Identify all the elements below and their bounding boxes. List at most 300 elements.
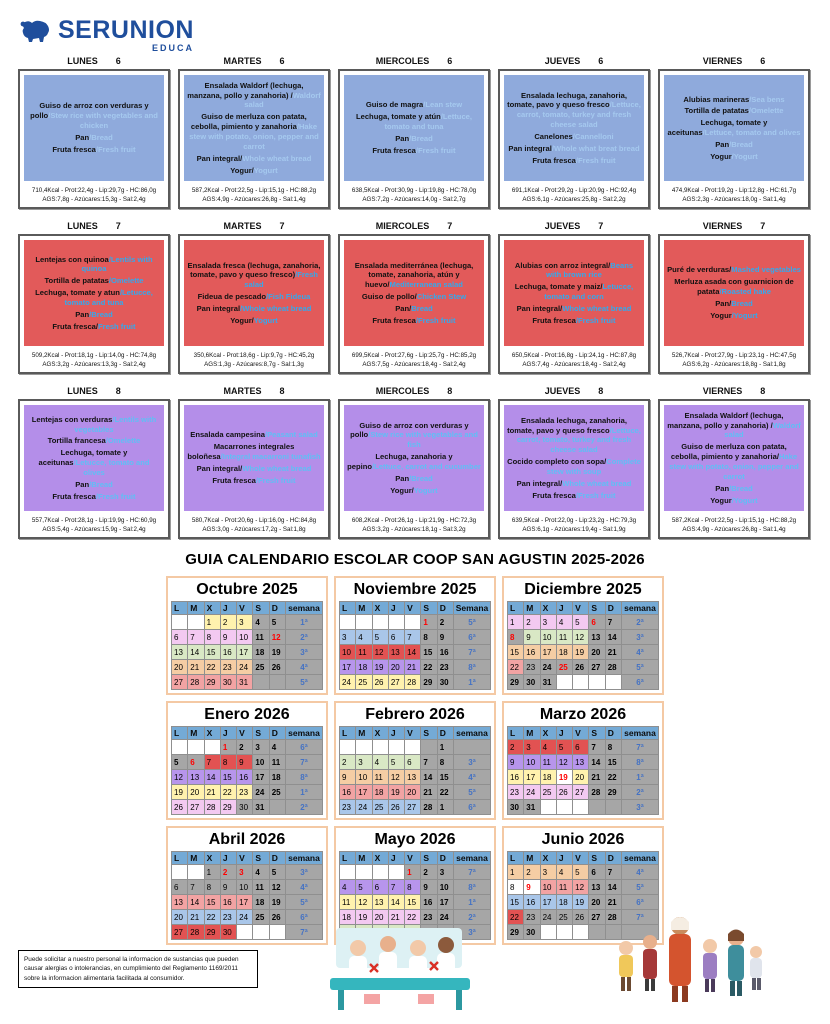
day-label: MIERCOLES	[375, 386, 430, 396]
day-cell	[172, 865, 188, 880]
day-label: JUEVES	[544, 221, 581, 231]
menu-day-column	[178, 386, 330, 539]
day-cell: 13	[405, 770, 421, 785]
menu-card-body	[184, 240, 324, 346]
day-cell: 9	[421, 880, 437, 895]
menu-item-spanish: Ensalada lechuga, zanahoria, tomate, pavo y queso fresco	[507, 415, 627, 435]
month-title: Febrero 2026	[365, 706, 465, 723]
day-cell: 14	[605, 880, 621, 895]
nutrition-facts: 699,5Kcal - Prot:27,6g - Lip:25,7g - HC:85,2g AGS:7,5g - Azúcares:18,4g - Sal:2,4g	[351, 352, 477, 368]
menu-item-english: /Fish Fideua	[266, 292, 311, 302]
week-number-cell: 6ª	[622, 675, 659, 690]
week-number: 8	[447, 386, 453, 396]
menu-item	[347, 421, 481, 451]
day-cell: 27	[573, 785, 589, 800]
day-cell: 16	[220, 645, 236, 660]
day-cell: 9	[237, 755, 253, 770]
day-cell: 20	[573, 770, 589, 785]
month-title: Junio 2026	[541, 831, 625, 848]
weekday-header: X	[204, 852, 220, 865]
menu-item-spanish: Yogur/	[230, 315, 254, 325]
week-number-cell: 5ª	[286, 675, 323, 690]
menu-item-spanish: Fruta fresca	[212, 475, 256, 485]
menu-item-english: /Lentils with quinoa	[81, 254, 153, 274]
calendar-week-row	[172, 925, 323, 940]
weekday-header: X	[540, 852, 556, 865]
day-cell: 15	[605, 755, 621, 770]
weekday-header: S	[421, 727, 437, 740]
day-cell: 27	[188, 800, 204, 815]
day-cell: 28	[421, 800, 437, 815]
menu-item-spanish: Fruta fresca	[532, 315, 576, 325]
menu-item	[27, 492, 161, 502]
day-cell: 31	[540, 675, 556, 690]
day-cell: 3	[437, 865, 453, 880]
nutrition-facts: 587,2Kcal - Prot:22,5g - Lip:15,1g - HC:88,2g AGS:4,9g - Azúcares:26,8g - Sal:1,4g	[191, 187, 317, 203]
day-label: JUEVES	[544, 386, 581, 396]
day-cell: 26	[573, 910, 589, 925]
menu-item-english: Yogurt	[253, 165, 278, 175]
day-cell: 14	[405, 645, 421, 660]
menu-item-spanish: Pan integral	[508, 143, 552, 153]
nutrition-facts: 638,5Kcal - Prot:30,9g - Lip:19,8g - HC:78,0g AGS:7,2g - Azúcares:14,0g - Sal:2,7g	[351, 187, 477, 203]
menu-item-spanish: Fruta fresca	[372, 145, 416, 155]
calendar-week-row	[340, 785, 491, 800]
menu-item	[347, 474, 481, 484]
menu-item	[507, 282, 641, 302]
logo-name: SERUNION	[58, 16, 194, 44]
menu-item	[27, 255, 161, 275]
weekday-header: L	[508, 602, 524, 615]
menu-item-english: Whole wheat bread	[242, 464, 312, 474]
week-number-cell: 6ª	[622, 895, 659, 910]
day-cell: 31	[253, 800, 269, 815]
day-cell	[269, 675, 285, 690]
day-cell: 29	[204, 675, 220, 690]
menu-day-header	[18, 386, 170, 396]
day-cell: 22	[204, 910, 220, 925]
menu-card	[658, 399, 810, 539]
weekday-header: M	[524, 852, 540, 865]
weekday-header: J	[388, 602, 404, 615]
day-label: JUEVES	[544, 56, 581, 66]
weekday-header: V	[405, 727, 421, 740]
calendar-week-row	[172, 770, 323, 785]
menu-item-english: /Omelette	[748, 106, 784, 116]
day-cell: 11	[372, 770, 388, 785]
day-cell	[340, 865, 356, 880]
month-calendar	[166, 826, 328, 945]
calendar-week-row	[340, 800, 491, 815]
day-cell: 1	[220, 740, 236, 755]
month-table	[507, 601, 659, 690]
day-cell: 5	[172, 755, 188, 770]
menu-card	[658, 69, 810, 209]
menu-card	[178, 399, 330, 539]
day-cell: 16	[340, 785, 356, 800]
day-cell: 7	[188, 880, 204, 895]
day-cell	[372, 740, 388, 755]
day-cell: 13	[172, 895, 188, 910]
day-cell: 12	[388, 770, 404, 785]
weekday-header: J	[220, 852, 236, 865]
day-cell: 14	[188, 895, 204, 910]
day-cell: 5	[356, 880, 372, 895]
menu-day-header	[658, 56, 810, 66]
week-number: 6	[447, 56, 453, 66]
menu-day-header	[338, 386, 490, 396]
day-cell: 6	[405, 755, 421, 770]
day-cell: 23	[237, 785, 253, 800]
day-cell: 18	[540, 770, 556, 785]
day-cell: 10	[540, 630, 556, 645]
day-cell: 4	[556, 865, 572, 880]
week-number-cell: 5ª	[286, 895, 323, 910]
weekday-header: D	[269, 602, 285, 615]
menu-item-english: Bread	[411, 304, 433, 313]
week-number: 8	[760, 386, 766, 396]
menu-item-english: /Lettuce, carrot and cucumber	[372, 462, 481, 472]
menu-item-spanish: Fruta fresca	[372, 315, 416, 325]
menu-day-header	[18, 221, 170, 231]
day-cell: 5	[372, 630, 388, 645]
day-cell: 31	[237, 675, 253, 690]
menu-item-english: /Bread	[89, 133, 113, 143]
day-cell: 10	[540, 880, 556, 895]
month-table	[171, 851, 323, 940]
day-cell: 8	[204, 630, 220, 645]
menu-item-spanish: Fruta fresca	[532, 155, 576, 165]
menu-item-spanish: Ensalada campesina	[190, 430, 265, 440]
week-column-header: Semana	[454, 602, 491, 615]
day-cell: 30	[524, 925, 540, 940]
day-label: MARTES	[223, 221, 262, 231]
menu-item	[27, 288, 161, 308]
menu-item-english: /Fresh fruit	[415, 145, 456, 155]
menu-card	[498, 399, 650, 539]
calendar-week-row	[340, 630, 491, 645]
menu-item	[347, 146, 481, 156]
menu-card	[338, 69, 490, 209]
day-cell: 2	[421, 865, 437, 880]
menu-item	[347, 486, 481, 496]
day-cell: 28	[605, 660, 621, 675]
day-cell: 11	[540, 755, 556, 770]
day-cell: 23	[508, 785, 524, 800]
day-cell: 10	[356, 770, 372, 785]
menu-item-spanish: Tortilla francesa	[47, 436, 106, 446]
nutrition-facts: 639,5Kcal - Prot:22,0g - Lip:23,2g - HC:79,3g AGS:6,1g - Azúcares:19,4g - Sal:1,9g	[511, 517, 637, 533]
day-cell: 27	[172, 675, 188, 690]
menu-item-english: /Lentils with vegetables	[74, 414, 157, 434]
day-cell: 11	[356, 645, 372, 660]
menu-item-english: /Roasted hake	[719, 287, 771, 297]
menu-item-english: Complete stew with soup	[546, 457, 641, 476]
day-cell: 9	[524, 880, 540, 895]
menu-item-english: /Fresh fruit	[255, 475, 296, 485]
weekday-header-row	[508, 602, 659, 615]
weekday-header-row	[172, 852, 323, 865]
day-cell: 22	[421, 660, 437, 675]
menu-item	[667, 118, 801, 138]
menu-item-english: /Lettuce, tomato and olives	[702, 128, 801, 138]
day-cell: 28	[589, 785, 605, 800]
week-number-cell: 4ª	[622, 865, 659, 880]
menu-item-spanish: Pan	[75, 133, 90, 143]
day-cell: 24	[437, 910, 453, 925]
menu-item	[507, 91, 641, 130]
menu-item-spanish: Pan integral/	[196, 464, 243, 474]
day-cell: 3	[237, 865, 253, 880]
day-cell: 18	[556, 895, 572, 910]
weekday-header: M	[524, 727, 540, 740]
menu-item-english: Beans with brown rice	[546, 260, 634, 280]
menu-card-body	[504, 75, 644, 181]
day-cell: 4	[340, 880, 356, 895]
weekday-header: L	[172, 602, 188, 615]
day-cell: 10	[253, 755, 269, 770]
weekday-header: V	[405, 602, 421, 615]
week-number-cell: 8ª	[454, 880, 491, 895]
day-cell: 19	[372, 660, 388, 675]
day-cell: 29	[421, 675, 437, 690]
day-cell: 21	[421, 785, 437, 800]
week-number-cell: 4ª	[454, 770, 491, 785]
month-title: Enero 2026	[204, 706, 290, 723]
week-number: 8	[279, 386, 285, 396]
month-calendar	[334, 701, 496, 820]
day-cell	[188, 865, 204, 880]
week-column-header: semana	[286, 602, 323, 615]
day-cell	[388, 740, 404, 755]
day-cell: 22	[605, 770, 621, 785]
day-cell: 15	[204, 895, 220, 910]
menu-card	[178, 234, 330, 374]
day-cell: 11	[556, 630, 572, 645]
day-cell: 3	[356, 755, 372, 770]
week-column-header: semana	[286, 727, 323, 740]
calendar-week-row	[508, 755, 659, 770]
calendar-week-row	[172, 630, 323, 645]
day-cell: 2	[508, 740, 524, 755]
week-column-header: semana	[454, 727, 491, 740]
day-label: LUNES	[67, 221, 98, 231]
week-number-cell: 1ª	[286, 615, 323, 630]
menu-item-english: /Fresh fruit	[95, 144, 136, 154]
day-label: VIERNES	[702, 56, 743, 66]
month-title: Diciembre 2025	[524, 581, 642, 598]
day-cell: 26	[372, 675, 388, 690]
day-cell: 19	[573, 645, 589, 660]
menu-item	[27, 480, 161, 490]
day-label: VIERNES	[702, 221, 743, 231]
day-cell: 28	[188, 675, 204, 690]
nutrition-facts: 587,2Kcal - Prot:22,5g - Lip:15,1g - HC:88,2g AGS:4,9g - Azúcares:26,8g - Sal:1,4g	[671, 517, 797, 533]
day-cell: 9	[437, 630, 453, 645]
menu-day-header	[658, 386, 810, 396]
day-cell: 3	[524, 740, 540, 755]
day-cell: 20	[188, 785, 204, 800]
day-cell: 9	[220, 880, 236, 895]
day-cell	[253, 675, 269, 690]
day-cell: 17	[540, 645, 556, 660]
day-cell	[605, 800, 621, 815]
menu-item	[667, 140, 801, 150]
week-number: 6	[598, 56, 604, 66]
day-cell: 11	[253, 880, 269, 895]
menu-item	[27, 310, 161, 320]
day-cell: 24	[524, 785, 540, 800]
menu-item-english: /Whole what breat bread	[551, 143, 640, 153]
weekday-header: L	[508, 727, 524, 740]
menu-week-row	[18, 386, 812, 539]
day-cell: 10	[524, 755, 540, 770]
menu-day-header	[658, 221, 810, 231]
day-cell	[573, 925, 589, 940]
menu-item	[347, 100, 481, 110]
weekday-header: V	[237, 602, 253, 615]
menu-item-english: /Fresh fruit	[575, 490, 616, 500]
weekday-header: X	[204, 602, 220, 615]
menu-item-spanish: Fruta fresca	[52, 491, 96, 501]
day-cell	[573, 800, 589, 815]
menu-item	[507, 261, 641, 281]
menu-item-english: Bread	[731, 299, 753, 309]
day-cell: 15	[508, 645, 524, 660]
day-cell: 17	[540, 895, 556, 910]
day-label: LUNES	[67, 56, 98, 66]
day-cell: 17	[237, 895, 253, 910]
menu-card	[498, 234, 650, 374]
menu-item-english: /Hake stew with potato, onion, pepper and carrot	[189, 122, 319, 151]
day-cell: 24	[237, 910, 253, 925]
menu-item-spanish: Macarrones integrales boloñesa	[187, 442, 295, 462]
week-number: 6	[115, 56, 121, 66]
week-number-cell: 7ª	[622, 910, 659, 925]
nutrition-facts: 509,2Kcal - Prot:18,1g - Lip:14,0g - HC:74,8g AGS:3,2g - Azúcares:13,3g - Sal:2,4g	[31, 352, 157, 368]
day-cell: 24	[540, 910, 556, 925]
day-cell: 5	[556, 740, 572, 755]
day-cell: 21	[188, 660, 204, 675]
menu-item-english: /Letucce, tomato and olives	[73, 458, 150, 477]
menu-item-spanish: Lechuga, tomate y aceitunas	[667, 118, 768, 138]
menu-item-english: Whole wheat bread	[562, 478, 632, 488]
day-cell: 19	[573, 895, 589, 910]
day-cell: 8	[421, 630, 437, 645]
menu-item	[347, 261, 481, 291]
day-cell: 27	[405, 800, 421, 815]
week-number-cell: 2ª	[622, 785, 659, 800]
menu-item-english: /Omelette	[108, 276, 144, 286]
menu-item	[347, 452, 481, 472]
weekday-header: X	[372, 727, 388, 740]
day-cell	[589, 925, 605, 940]
menu-item	[187, 166, 321, 176]
day-cell: 16	[421, 895, 437, 910]
week-number-cell: 6ª	[286, 740, 323, 755]
day-cell: 14	[204, 770, 220, 785]
week-number-cell: 2ª	[286, 800, 323, 815]
menu-day-column	[498, 221, 650, 374]
weekday-header: J	[556, 602, 572, 615]
menu-item-spanish: Tortilla de patatas	[684, 106, 749, 116]
calendar-week-row	[340, 740, 491, 755]
day-cell: 21	[589, 770, 605, 785]
day-cell: 24	[540, 660, 556, 675]
menu-item-english: Whole wheat bread	[562, 304, 632, 313]
day-cell: 4	[372, 755, 388, 770]
calendar-week-row	[340, 645, 491, 660]
day-cell: 5	[269, 865, 285, 880]
menu-day-header	[498, 221, 650, 231]
day-cell: 12	[172, 770, 188, 785]
menu-item-english: Yogurt	[413, 485, 438, 495]
week-number-cell: 8ª	[454, 660, 491, 675]
day-cell: 3	[237, 615, 253, 630]
month-title: Abril 2026	[208, 831, 286, 848]
menu-card	[18, 399, 170, 539]
day-cell: 3	[340, 630, 356, 645]
menu-item	[667, 95, 801, 105]
menu-card-body	[184, 405, 324, 511]
day-cell: 6	[172, 880, 188, 895]
menu-item-spanish: Alubias marineras	[683, 94, 750, 104]
nutrition-facts: 650,5Kcal - Prot:16,8g - Lip:24,1g - HC:87,8g AGS:7,4g - Azúcares:18,4g - Sal:2,4g	[511, 352, 637, 368]
family-group-illustration	[612, 908, 762, 1016]
week-column-header: semana	[622, 602, 659, 615]
day-cell	[405, 740, 421, 755]
menu-item-english: /Bread	[89, 309, 113, 319]
weekday-header-row	[340, 602, 491, 615]
menu-item	[27, 436, 161, 446]
calendar-week-row	[172, 880, 323, 895]
menu-item-english: /Lettuce, carrot, tomato, turkey and fresh cheese salad	[516, 425, 641, 455]
day-cell: 10	[237, 880, 253, 895]
day-cell: 24	[340, 675, 356, 690]
day-cell: 15	[508, 895, 524, 910]
menu-item-spanish: Lechuga, tomate y aceitunas	[38, 448, 128, 468]
day-cell: 30	[524, 675, 540, 690]
menu-card	[178, 69, 330, 209]
week-number-cell: 5ª	[454, 615, 491, 630]
weekday-header: L	[340, 727, 356, 740]
day-cell	[204, 740, 220, 755]
menu-item	[507, 304, 641, 314]
weekday-header: M	[356, 727, 372, 740]
menu-item-spanish: Lentejas con quinoa	[35, 254, 109, 264]
calendar-week-row	[172, 740, 323, 755]
day-cell: 6	[589, 865, 605, 880]
day-cell: 26	[269, 910, 285, 925]
weekday-header: V	[573, 602, 589, 615]
weekday-header: J	[220, 727, 236, 740]
calendar-week-row	[340, 880, 491, 895]
week-number-cell: 4ª	[286, 660, 323, 675]
day-cell: 16	[524, 895, 540, 910]
day-cell: 7	[405, 630, 421, 645]
menu-item-spanish: Fruta fresca	[52, 144, 96, 154]
menu-item-spanish: Guiso de magra	[365, 100, 424, 110]
day-cell: 22	[204, 660, 220, 675]
menu-item-spanish: Yogur	[710, 495, 732, 505]
day-cell: 22	[437, 785, 453, 800]
day-cell: 1	[405, 865, 421, 880]
day-cell: 30	[220, 925, 236, 940]
day-cell: 1	[204, 615, 220, 630]
menu-item	[507, 132, 641, 142]
week-number-cell: 7ª	[286, 755, 323, 770]
month-calendar	[166, 701, 328, 820]
